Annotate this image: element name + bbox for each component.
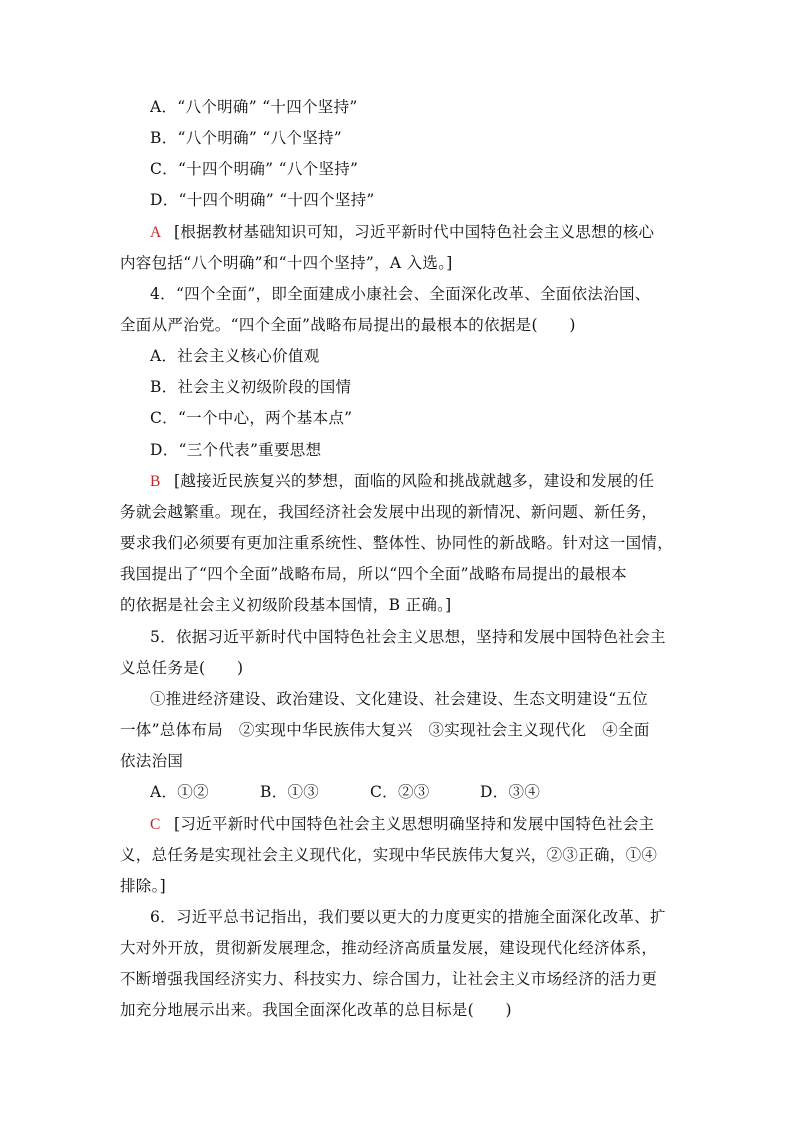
q3-answer-letter: A <box>150 224 162 241</box>
q5-choices <box>150 782 710 802</box>
q5-choice-a: A．①② <box>150 783 209 801</box>
q5-explanation-1: [习近平新时代中国特色社会主义思想明确坚持和发展中国特色社会主 <box>174 815 655 833</box>
q5-items-1: ①推进经济建设、政治建设、文化建设、社会建设、生态文明建设“五位 <box>150 690 649 708</box>
q4-option-a: A．社会主义核心价值观 <box>150 347 320 365</box>
q3-explanation-1: [根据教材基础知识可知，习近平新时代中国特色社会主义思想的核心 <box>174 223 655 241</box>
q5-items-2: 一体”总体布局 ②实现中华民族伟大复兴 ③实现社会主义现代化 ④全面 <box>120 721 650 739</box>
q3-option-b: B．“八个明确” “八个坚持” <box>150 129 343 147</box>
q4-explanation-5: 的依据是社会主义初级阶段基本国情，B 正确。] <box>120 596 452 614</box>
q4-option-d: D．“三个代表”重要思想 <box>150 441 322 459</box>
q5-items-3: 依法治国 <box>120 752 184 770</box>
q4-answer-line <box>150 471 680 491</box>
q6-stem-3: 不断增强我国经济实力、科技实力、综合国力，让社会主义市场经济的活力更 <box>120 970 658 988</box>
q4-stem-2: 全面从严治党。“四个全面”战略布局提出的最根本的依据是( ) <box>120 316 576 334</box>
q3-option-d: D．“十四个明确” “十四个坚持” <box>150 191 375 209</box>
q5-stem-1: 5．依据习近平新时代中国特色社会主义思想，坚持和发展中国特色社会主 <box>150 628 666 646</box>
q5-answer-line <box>150 814 680 834</box>
q5-answer-letter: C <box>150 816 161 833</box>
q3-explanation-2: 内容包括“八个明确”和“十四个坚持”，A 入选。] <box>120 254 453 272</box>
q4-answer-letter: B <box>150 473 161 490</box>
q5-choice-b: B．①③ <box>260 783 320 801</box>
q3-option-a: A．“八个明确” “十四个坚持” <box>150 98 358 116</box>
q5-choice-c: C．②③ <box>370 783 430 801</box>
q4-explanation-1: [越接近民族复兴的梦想，面临的风险和挑战就越多，建设和发展的任 <box>174 472 655 490</box>
q3-option-c: C．“十四个明确” “八个坚持” <box>150 160 359 178</box>
q4-option-c: C．“一个中心，两个基本点” <box>150 409 353 427</box>
q4-explanation-2: 务就会越繁重。现在，我国经济社会发展中出现的新情况、新问题、新任务， <box>120 503 658 521</box>
q6-stem-2: 大对外开放，贯彻新发展理念，推动经济高质量发展，建设现代化经济体系， <box>120 939 658 957</box>
q6-stem-4: 加充分地展示出来。我国全面深化改革的总目标是( ) <box>120 1001 512 1019</box>
q4-explanation-4: 我国提出了“四个全面”战略布局，所以“四个全面”战略布局提出的最根本 <box>120 565 627 583</box>
q4-option-b: B．社会主义初级阶段的国情 <box>150 378 352 396</box>
q5-choice-d: D．③④ <box>480 783 541 801</box>
q4-explanation-3: 要求我们必须要有更加注重系统性、整体性、协同性的新战略。针对这一国情， <box>120 534 674 552</box>
q3-answer-line <box>150 222 680 242</box>
q6-stem-1: 6．习近平总书记指出，我们要以更大的力度更实的措施全面深化改革、扩 <box>150 908 666 926</box>
q4-stem-1: 4．“四个全面”，即全面建成小康社会、全面深化改革、全面依法治国、 <box>150 285 651 303</box>
q5-explanation-2: 义，总任务是实现社会主义现代化，实现中华民族伟大复兴，②③正确，①④ <box>120 846 658 864</box>
q5-explanation-3: 排除。] <box>120 877 166 895</box>
q5-stem-2: 义总任务是( ) <box>120 659 244 677</box>
